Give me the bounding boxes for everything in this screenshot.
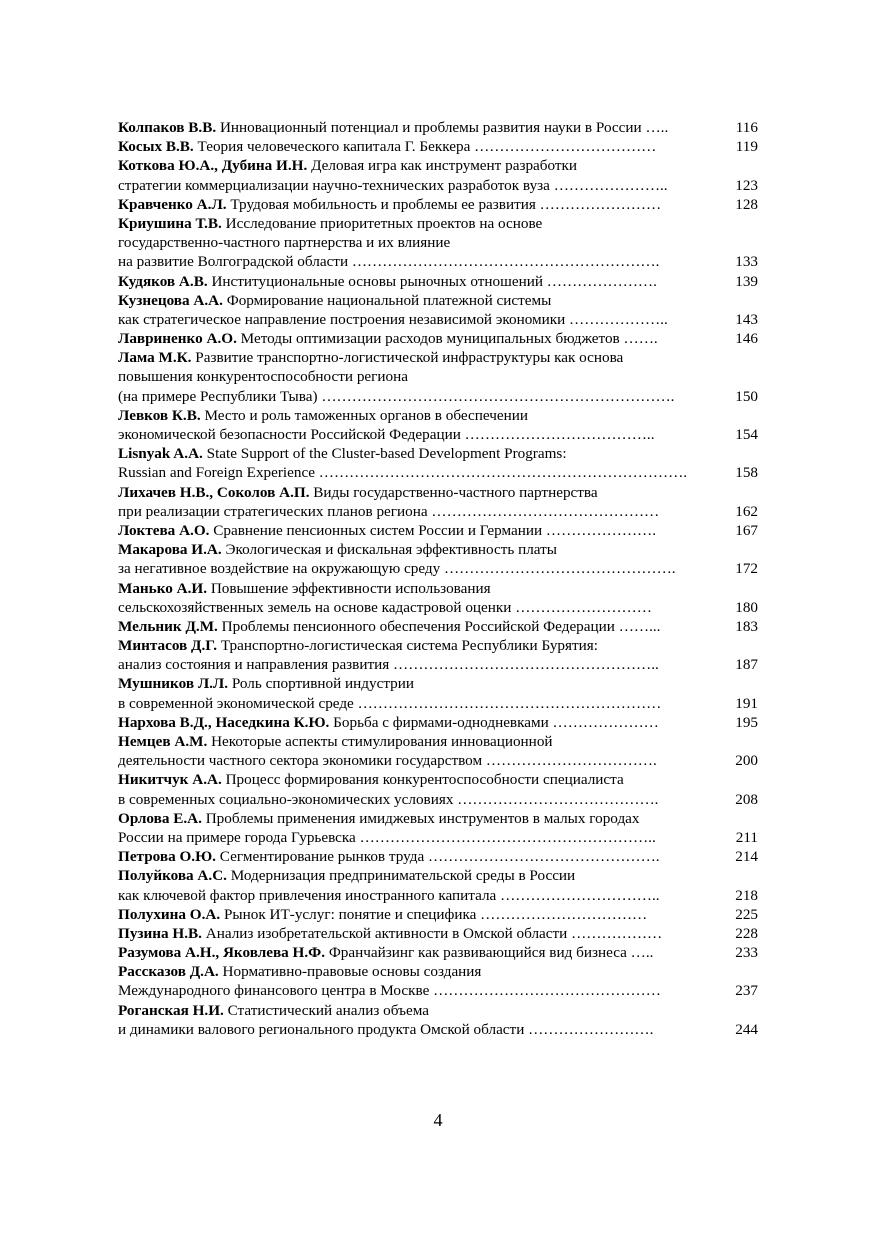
toc-title-line: повышения конкурентоспособности региона — [118, 368, 408, 386]
toc-title-line: и динамики валового регионального продукта Омской области ……………………. — [118, 1020, 654, 1038]
toc-page-number: 123 — [735, 176, 758, 194]
toc-title-line: Процесс формирования конкурентоспособности специалиста — [225, 771, 624, 789]
toc-page-number: 158 — [735, 464, 758, 482]
toc-title-line: Методы оптимизации расходов муниципальных бюджетов ……. — [240, 330, 658, 348]
toc-line — [118, 1001, 758, 1020]
toc-line — [118, 387, 758, 406]
toc-line-text — [118, 252, 659, 271]
toc-line — [118, 483, 758, 502]
toc-title-line: анализ состояния и направления развития …………………………………………….. — [118, 656, 659, 674]
toc-title-line: в современных социально-экономических условиях …………………………………. — [118, 790, 659, 808]
toc-title-line: деятельности частного сектора экономики государством ……………………………. — [118, 752, 657, 770]
toc-author: Пузина Н.В. — [118, 924, 202, 942]
toc-title-line: Трудовая мобильность и проблемы ее развития …………………… — [230, 195, 662, 213]
toc-page-number: 208 — [735, 790, 758, 808]
toc-line-text — [118, 636, 598, 655]
toc-entry — [118, 866, 758, 904]
toc-title-line: Сравнение пенсионных систем России и Германии …………………. — [213, 521, 657, 539]
toc-entry — [118, 636, 758, 674]
toc-line — [118, 905, 758, 924]
toc-entry — [118, 770, 758, 808]
toc-page-number: 180 — [735, 598, 758, 616]
toc-author: Немцев А.М. — [118, 733, 208, 750]
toc-title-line: Модернизация предпринимательской среды в России — [230, 867, 576, 885]
toc-line-text — [118, 809, 640, 828]
toc-line — [118, 751, 758, 770]
toc-author: Локтева А.О. — [118, 521, 210, 539]
toc-line — [118, 291, 758, 310]
toc-title-line: Нормативно-правовые основы создания — [222, 963, 482, 981]
toc-page-number: 214 — [735, 848, 758, 866]
toc-author: Косых В.В. — [118, 138, 194, 156]
toc-line-text — [118, 348, 623, 367]
toc-author: Лама М.К. — [118, 349, 192, 367]
toc-title-line: Экологическая и фискальная эффективность платы — [225, 541, 557, 559]
toc-line-text — [118, 924, 662, 943]
toc-line-text — [118, 118, 668, 137]
toc-line — [118, 598, 758, 617]
toc-line-text — [118, 751, 657, 770]
toc-title-line: как ключевой фактор привлечения иностранного капитала ………………………….. — [118, 886, 660, 904]
toc-title-line: стратегии коммерциализации научно-технических разработок вуза ………………….. — [118, 176, 668, 194]
toc-title-line: экономической безопасности Российской Федерации ……………………………….. — [118, 426, 655, 443]
toc-author: Лавриненко А.О. — [118, 330, 237, 348]
toc-title-line: Формирование национальной платежной системы — [226, 291, 552, 309]
toc-line-text — [118, 425, 655, 444]
toc-author: Кузнецова А.А. — [118, 291, 223, 309]
toc-author: Мушников Л.Л. — [118, 675, 229, 693]
toc-line-text — [118, 367, 408, 386]
toc-entry — [118, 847, 758, 866]
toc-line — [118, 828, 758, 847]
toc-title-line: Деловая игра как инструмент разработки — [311, 157, 578, 175]
toc-line-text — [118, 962, 481, 981]
toc-entry — [118, 713, 758, 732]
toc-page-number: 195 — [735, 713, 758, 731]
toc-line-text — [118, 905, 647, 924]
toc-line — [118, 406, 758, 425]
toc-author: Кравченко А.Л. — [118, 195, 227, 213]
toc-entry — [118, 617, 758, 636]
toc-line — [118, 367, 758, 386]
toc-line-text — [118, 195, 661, 214]
toc-entry — [118, 444, 758, 482]
toc-line — [118, 559, 758, 578]
toc-page-number: 146 — [735, 330, 758, 348]
toc-page-number: 150 — [735, 387, 758, 405]
toc-author: Лихачев Н.В., Соколов А.П. — [118, 483, 310, 501]
toc-line-text — [118, 828, 656, 847]
toc-line — [118, 579, 758, 598]
toc-author: Нархова В.Д., Наседкина К.Ю. — [118, 713, 330, 731]
toc-page-number: 244 — [735, 1020, 758, 1038]
toc-line-text — [118, 886, 660, 905]
toc-entry — [118, 348, 758, 406]
toc-author: Орлова Е.А. — [118, 809, 202, 827]
toc-title-line: Проблемы пенсионного обеспечения Российской Федерации ……... — [221, 617, 661, 635]
toc-author: Колпаков В.В. — [118, 119, 217, 136]
toc-line-text — [118, 1020, 653, 1039]
toc-page-number: 116 — [735, 119, 758, 136]
toc-title-line: сельскохозяйственных земель на основе кадастровой оценки ……………………… — [118, 598, 652, 616]
toc-page-number: 154 — [735, 426, 758, 443]
toc-entry — [118, 214, 758, 272]
toc-line-text — [118, 540, 557, 559]
toc-author: Рассказов Д.А. — [118, 963, 219, 981]
toc-line-text — [118, 713, 659, 732]
toc-page-number: 128 — [735, 195, 758, 213]
toc-line — [118, 156, 758, 175]
toc-page-number: 233 — [735, 944, 758, 962]
toc-line — [118, 195, 758, 214]
toc-line — [118, 272, 758, 291]
toc-line — [118, 790, 758, 809]
toc-line-text — [118, 770, 624, 789]
toc-author: Коткова Ю.А., Дубина И.Н. — [118, 157, 308, 175]
toc-author: Никитчук А.А. — [118, 771, 222, 789]
toc-author: Кудяков А.В. — [118, 272, 208, 290]
toc-title-line: Развитие транспортно-логистической инфраструктуры как основа — [195, 349, 624, 367]
toc-page-number: 228 — [735, 924, 758, 942]
toc-line-text — [118, 291, 551, 310]
toc-line — [118, 655, 758, 674]
toc-title-line: State Support of the Cluster-based Development Programs: — [206, 445, 567, 463]
toc-author: Макарова И.А. — [118, 541, 222, 559]
toc-line-text — [118, 732, 553, 751]
toc-title-line: Повышение эффективности использования — [210, 579, 491, 597]
toc-title-line: России на примере города Гурьевска ………………………………………………….. — [118, 828, 656, 846]
toc-line — [118, 118, 758, 137]
toc-entry — [118, 272, 758, 291]
toc-entry — [118, 118, 758, 137]
toc-line — [118, 809, 758, 828]
toc-line-text — [118, 156, 577, 175]
toc-title-line: Место и роль таможенных органов в обеспечении — [204, 406, 528, 424]
toc-line — [118, 137, 758, 156]
toc-title-line: за негативное воздействие на окружающую среду ………………………………………. — [118, 560, 676, 578]
toc-page-number: 133 — [735, 253, 758, 271]
toc-line — [118, 176, 758, 195]
toc-line — [118, 962, 758, 981]
toc-entry — [118, 291, 758, 329]
toc-title-line: при реализации стратегических планов региона ……………………………………… — [118, 502, 660, 520]
toc-entry — [118, 962, 758, 1000]
toc-line — [118, 521, 758, 540]
toc-line — [118, 847, 758, 866]
toc-title-line: в современной экономической среде …………………………………………………… — [118, 694, 662, 712]
toc-title-line: (на примере Республики Тыва) ……………………………………………………………. — [118, 387, 675, 405]
toc-page-number: 225 — [735, 905, 758, 923]
toc-line — [118, 674, 758, 693]
toc-line — [118, 540, 758, 559]
toc-line-text — [118, 310, 668, 329]
toc-entry — [118, 137, 758, 156]
toc-line-text — [118, 502, 659, 521]
toc-line-text — [118, 137, 656, 156]
toc-title-line: Международного финансового центра в Москве ……………………………………… — [118, 982, 661, 1000]
toc-page-number: 211 — [735, 828, 758, 846]
toc-line-text — [118, 233, 450, 252]
toc-author: Левков К.В. — [118, 406, 201, 424]
toc-line — [118, 214, 758, 233]
toc-title-line: Виды государственно-частного партнерства — [313, 483, 598, 501]
toc-line — [118, 233, 758, 252]
toc-title-line: Институциональные основы рыночных отношений …………………. — [211, 272, 657, 290]
toc-title-line: Транспортно-логистическая система Республики Бурятия: — [220, 637, 598, 655]
toc-line-text — [118, 387, 674, 406]
toc-line — [118, 713, 758, 732]
toc-line-text — [118, 866, 575, 885]
toc-line-text — [118, 943, 653, 962]
toc-entry — [118, 732, 758, 770]
toc-line — [118, 636, 758, 655]
toc-author: Разумова А.Н., Яковлева Н.Ф. — [118, 944, 326, 962]
toc-page-number: 143 — [735, 310, 758, 328]
toc-author: Петрова О.Ю. — [118, 848, 216, 866]
toc-author: Lisnyak A.A. — [118, 445, 203, 463]
toc-line — [118, 444, 758, 463]
toc-line — [118, 310, 758, 329]
toc-entry — [118, 1001, 758, 1039]
toc-title-line: Анализ изобретательской активности в Омской области ……………… — [205, 924, 663, 942]
toc-line-text — [118, 579, 491, 598]
toc-entry — [118, 579, 758, 617]
toc-page-number: 237 — [735, 982, 758, 1000]
toc-line-text — [118, 483, 598, 502]
toc-page-number: 187 — [735, 656, 758, 674]
toc-entry — [118, 156, 758, 194]
toc-line — [118, 694, 758, 713]
toc-page-number: 119 — [735, 138, 758, 156]
toc-author: Полухина О.А. — [118, 905, 221, 923]
toc-line-text — [118, 272, 657, 291]
toc-line — [118, 732, 758, 751]
toc-line — [118, 348, 758, 367]
toc-line-text — [118, 463, 687, 482]
toc-line-text — [118, 981, 661, 1000]
toc-page-number: 139 — [735, 272, 758, 290]
toc-title-line: Некоторые аспекты стимулирования инновационной — [211, 733, 553, 750]
toc-line — [118, 425, 758, 444]
toc-line-text — [118, 790, 658, 809]
toc-entry — [118, 924, 758, 943]
toc-line-text — [118, 521, 656, 540]
toc-line — [118, 329, 758, 348]
toc-title-line: Исследование приоритетных проектов на основе — [225, 214, 543, 232]
toc-entry — [118, 329, 758, 348]
toc-line-text — [118, 1001, 429, 1020]
toc-page-number: 200 — [735, 752, 758, 770]
toc-page-number: 167 — [735, 521, 758, 539]
toc-author: Минтасов Д.Г. — [118, 637, 218, 655]
toc-line — [118, 981, 758, 1000]
toc-line — [118, 924, 758, 943]
toc-entry — [118, 483, 758, 521]
table-of-contents — [118, 118, 758, 1039]
toc-title-line: Теория человеческого капитала Г. Беккера ……………………………… — [197, 138, 657, 156]
toc-title-line: Роль спортивной индустрии — [231, 675, 415, 693]
toc-page-number: 172 — [735, 560, 758, 578]
toc-title-line: Рынок ИТ-услуг: понятие и специфика …………………………… — [223, 905, 648, 923]
toc-author: Манько А.И. — [118, 579, 208, 597]
toc-page-number: 218 — [735, 886, 758, 904]
toc-title-line: Проблемы применения имиджевых инструментов в малых городах — [205, 809, 640, 827]
toc-title-line: Инновационный потенциал и проблемы развития науки в России ….. — [219, 119, 669, 136]
toc-line — [118, 1020, 758, 1039]
toc-entry — [118, 406, 758, 444]
toc-line — [118, 463, 758, 482]
toc-page-number: 191 — [735, 694, 758, 712]
toc-line — [118, 252, 758, 271]
toc-line-text — [118, 655, 659, 674]
toc-line-text — [118, 559, 676, 578]
toc-line-text — [118, 617, 660, 636]
page-number: 4 — [433, 1110, 443, 1130]
toc-entry — [118, 540, 758, 578]
toc-title-line: Сегментирование рынков труда ………………………………………. — [219, 848, 660, 866]
toc-entry — [118, 809, 758, 847]
toc-title-line: государственно-частного партнерства и их влияние — [118, 234, 451, 252]
toc-title-line: Russian and Foreign Experience ………………………………………………………………. — [118, 464, 688, 482]
toc-line-text — [118, 329, 658, 348]
toc-line-text — [118, 847, 660, 866]
toc-line-text — [118, 598, 652, 617]
toc-title-line: на развитие Волгоградской области ……………………………………………………. — [118, 253, 660, 271]
toc-title-line: Статистический анализ объема — [227, 1001, 429, 1019]
toc-entry — [118, 521, 758, 540]
toc-page-number: 183 — [735, 617, 758, 635]
toc-line — [118, 770, 758, 789]
toc-author: Полуйкова А.С. — [118, 867, 227, 885]
toc-line-text — [118, 214, 542, 233]
toc-line-text — [118, 406, 528, 425]
toc-title-line: как стратегическое направление построения независимой экономики ……………….. — [118, 310, 668, 328]
toc-line — [118, 866, 758, 885]
toc-line-text — [118, 176, 668, 195]
toc-line — [118, 886, 758, 905]
toc-entry — [118, 674, 758, 712]
toc-line — [118, 943, 758, 962]
toc-entry — [118, 943, 758, 962]
toc-entry — [118, 195, 758, 214]
toc-line-text — [118, 674, 414, 693]
toc-line — [118, 502, 758, 521]
toc-title-line: Франчайзинг как развивающийся вид бизнеса ….. — [328, 944, 654, 962]
toc-author: Роганская Н.И. — [118, 1001, 224, 1019]
toc-title-line: Борьба с фирмами-однодневками ………………… — [333, 713, 659, 731]
toc-page-number: 162 — [735, 502, 758, 520]
toc-entry — [118, 905, 758, 924]
toc-line-text — [118, 444, 567, 463]
toc-author: Мельник Д.М. — [118, 617, 218, 635]
toc-author: Криушина Т.В. — [118, 214, 222, 232]
toc-line — [118, 617, 758, 636]
toc-line-text — [118, 694, 661, 713]
